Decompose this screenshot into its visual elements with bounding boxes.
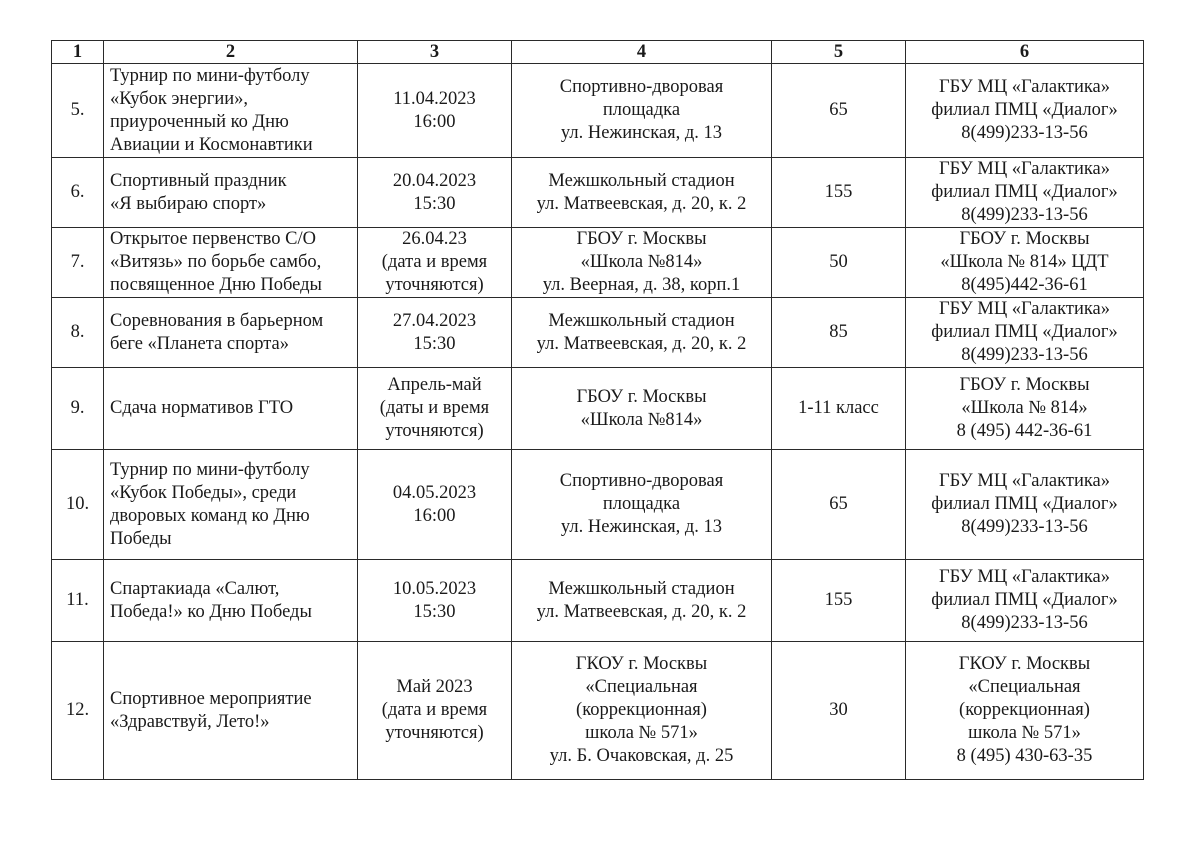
event-place xyxy=(512,642,772,780)
organizer xyxy=(906,450,1144,560)
row-number: 12. xyxy=(52,642,104,780)
event-date-line: 04.05.2023 xyxy=(392,482,477,503)
event-place xyxy=(512,450,772,560)
event-place-line: ул. Матвеевская, д. 20, к. 2 xyxy=(536,601,747,622)
event-name xyxy=(104,560,358,642)
event-date xyxy=(358,560,512,642)
event-place xyxy=(512,298,772,368)
header-col-2: 2 xyxy=(104,41,358,64)
event-date xyxy=(358,450,512,560)
event-name-line: Сдача нормативов ГТО xyxy=(110,398,294,418)
table-row xyxy=(52,228,1144,298)
table-row xyxy=(52,158,1144,228)
event-name-line: «Кубок Победы», среди xyxy=(110,482,297,503)
event-place-line: Спортивно-дворовая xyxy=(559,77,724,97)
organizer-line: филиал ПМЦ «Диалог» xyxy=(931,100,1118,120)
organizer-line: ГБУ МЦ «Галактика» xyxy=(938,77,1111,97)
event-place-line: площадка xyxy=(602,494,681,514)
organizer-line: филиал ПМЦ «Диалог» xyxy=(931,182,1118,202)
table-row xyxy=(52,450,1144,560)
event-date-line: уточняются) xyxy=(385,723,484,743)
event-date-line: Апрель-май xyxy=(387,375,482,395)
event-place-line: Межшкольный стадион xyxy=(548,310,735,331)
event-name xyxy=(104,450,358,560)
row-number: 8. xyxy=(52,298,104,368)
event-place-line: ул. Матвеевская, д. 20, к. 2 xyxy=(536,193,747,214)
organizer-line: ГБУ МЦ «Галактика» xyxy=(938,299,1111,319)
event-place-line: ГКОУ г. Москвы xyxy=(575,654,708,674)
event-date-line: уточняются) xyxy=(385,421,484,441)
participants-count: 30 xyxy=(772,642,906,780)
header-row xyxy=(52,41,1144,64)
organizer-line: 8(499)233-13-56 xyxy=(961,345,1088,365)
event-date xyxy=(358,642,512,780)
organizer-line: 8(499)233-13-56 xyxy=(961,205,1088,225)
event-place-line: ул. Б. Очаковская, д. 25 xyxy=(549,746,734,766)
event-name-line: Спортивное мероприятие xyxy=(110,688,312,709)
event-date-line: (дата и время xyxy=(381,700,488,720)
event-name xyxy=(104,642,358,780)
event-place-line: ул. Веерная, д. 38, корп.1 xyxy=(542,275,741,295)
organizer-line: 8(495)442-36-61 xyxy=(961,275,1088,295)
event-date-line: 26.04.23 xyxy=(402,229,467,249)
organizer xyxy=(906,298,1144,368)
event-place-line: ГБОУ г. Москвы xyxy=(576,386,707,407)
row-number: 5. xyxy=(52,64,104,158)
event-date-line: 15:30 xyxy=(413,601,456,622)
event-name-line: «Я выбираю спорт» xyxy=(110,193,267,214)
table-row xyxy=(52,560,1144,642)
organizer xyxy=(906,642,1144,780)
participants-count: 65 xyxy=(772,64,906,158)
organizer xyxy=(906,560,1144,642)
events-table xyxy=(51,40,1144,780)
row-number: 11. xyxy=(52,560,104,642)
event-name-line: дворовых команд ко Дню xyxy=(110,505,310,526)
event-place-line: «Школа №814» xyxy=(580,409,703,430)
organizer xyxy=(906,228,1144,298)
table-row xyxy=(52,642,1144,780)
event-place-line: ГБОУ г. Москвы xyxy=(576,229,707,249)
row-number: 7. xyxy=(52,228,104,298)
event-date-line: 10.05.2023 xyxy=(392,578,477,599)
event-place xyxy=(512,64,772,158)
row-number: 9. xyxy=(52,368,104,450)
event-place xyxy=(512,228,772,298)
organizer-line: 8(499)233-13-56 xyxy=(961,123,1088,143)
organizer-line: «Школа № 814» xyxy=(961,398,1088,418)
organizer-line: «Школа № 814» ЦДТ xyxy=(940,252,1109,272)
header-col-6: 6 xyxy=(906,41,1144,64)
organizer-line: ГБОУ г. Москвы xyxy=(959,229,1090,249)
organizer-line: школа № 571» xyxy=(968,723,1081,743)
event-name-line: посвященное Дню Победы xyxy=(110,275,322,295)
event-place-line: ул. Матвеевская, д. 20, к. 2 xyxy=(536,333,747,354)
organizer-line: 8 (495) 442-36-61 xyxy=(956,421,1093,441)
event-date xyxy=(358,158,512,228)
event-date-line: 11.04.2023 xyxy=(393,88,476,109)
organizer-line: ГБУ МЦ «Галактика» xyxy=(938,567,1111,587)
event-name-line: Спортивный праздник xyxy=(110,170,287,191)
event-date-line: Май 2023 xyxy=(396,677,473,697)
table-header xyxy=(52,41,1144,64)
organizer-line: ГБУ МЦ «Галактика» xyxy=(938,471,1111,491)
event-place-line: «Специальная xyxy=(585,677,698,697)
event-place-line: ул. Нежинская, д. 13 xyxy=(560,123,723,143)
header-col-3: 3 xyxy=(358,41,512,64)
event-place-line: «Школа №814» xyxy=(580,252,703,272)
organizer-line: ГБУ МЦ «Галактика» xyxy=(938,159,1111,179)
event-date-line: уточняются) xyxy=(385,275,484,295)
event-name-line: Соревнования в барьерном xyxy=(110,310,324,331)
event-name-line: Победы xyxy=(110,528,172,549)
event-date-line: 27.04.2023 xyxy=(392,310,477,331)
event-place xyxy=(512,560,772,642)
event-date-line: 20.04.2023 xyxy=(392,170,477,191)
event-date-line: 15:30 xyxy=(413,333,456,354)
event-name-line: Победа!» ко Дню Победы xyxy=(110,601,312,622)
event-name-line: Турнир по мини-футболу xyxy=(110,65,310,86)
event-name xyxy=(104,228,358,298)
organizer-line: 8(499)233-13-56 xyxy=(961,613,1088,633)
event-name-line: «Кубок энергии», xyxy=(110,88,249,109)
organizer-line: ГБОУ г. Москвы xyxy=(959,375,1090,395)
participants-count: 155 xyxy=(772,560,906,642)
organizer-line: филиал ПМЦ «Диалог» xyxy=(931,590,1118,610)
event-date-line: 15:30 xyxy=(413,193,456,214)
event-name-line: беге «Планета спорта» xyxy=(110,333,290,354)
event-place xyxy=(512,158,772,228)
event-date xyxy=(358,228,512,298)
event-date xyxy=(358,368,512,450)
participants-count: 85 xyxy=(772,298,906,368)
event-date-line: (дата и время xyxy=(381,252,488,272)
event-name xyxy=(104,158,358,228)
event-place-line: площадка xyxy=(602,100,681,120)
event-name xyxy=(104,298,358,368)
event-name xyxy=(104,64,358,158)
event-date-line: 16:00 xyxy=(413,505,456,526)
event-name-line: Турнир по мини-футболу xyxy=(110,459,310,480)
event-place-line: школа № 571» xyxy=(585,723,698,743)
event-place xyxy=(512,368,772,450)
organizer xyxy=(906,368,1144,450)
event-name xyxy=(104,368,358,450)
event-name-line: Открытое первенство С/О xyxy=(110,229,316,249)
row-number: 6. xyxy=(52,158,104,228)
organizer-line: ГКОУ г. Москвы xyxy=(958,654,1091,674)
event-name-line: приуроченный ко Дню xyxy=(110,111,289,132)
organizer-line: 8 (495) 430-63-35 xyxy=(956,746,1093,766)
event-date xyxy=(358,298,512,368)
event-place-line: ул. Нежинская, д. 13 xyxy=(560,517,723,537)
event-date-line: 16:00 xyxy=(413,111,456,132)
organizer-line: «Специальная xyxy=(968,677,1081,697)
event-name-line: Авиации и Космонавтики xyxy=(110,134,313,155)
event-name-line: Спартакиада «Салют, xyxy=(110,578,280,599)
event-name-line: «Здравствуй, Лето!» xyxy=(110,711,270,732)
participants-count: 155 xyxy=(772,158,906,228)
table-row xyxy=(52,298,1144,368)
event-date xyxy=(358,64,512,158)
organizer xyxy=(906,64,1144,158)
table-row xyxy=(52,64,1144,158)
participants-count: 50 xyxy=(772,228,906,298)
organizer-line: филиал ПМЦ «Диалог» xyxy=(931,322,1118,342)
table-row xyxy=(52,368,1144,450)
event-date-line: (даты и время xyxy=(379,398,490,418)
header-col-1: 1 xyxy=(52,41,104,64)
organizer-line: (коррекционная) xyxy=(959,700,1090,720)
header-col-5: 5 xyxy=(772,41,906,64)
event-place-line: (коррекционная) xyxy=(576,700,707,720)
participants-count: 1-11 класс xyxy=(772,368,906,450)
event-place-line: Межшкольный стадион xyxy=(548,170,735,191)
organizer-line: 8(499)233-13-56 xyxy=(961,517,1088,537)
row-number: 10. xyxy=(52,450,104,560)
participants-count: 65 xyxy=(772,450,906,560)
table-body xyxy=(52,64,1144,780)
event-name-line: «Витязь» по борьбе самбо, xyxy=(110,252,322,272)
organizer-line: филиал ПМЦ «Диалог» xyxy=(931,494,1118,514)
event-place-line: Межшкольный стадион xyxy=(548,578,735,599)
event-place-line: Спортивно-дворовая xyxy=(559,471,724,491)
header-col-4: 4 xyxy=(512,41,772,64)
organizer xyxy=(906,158,1144,228)
